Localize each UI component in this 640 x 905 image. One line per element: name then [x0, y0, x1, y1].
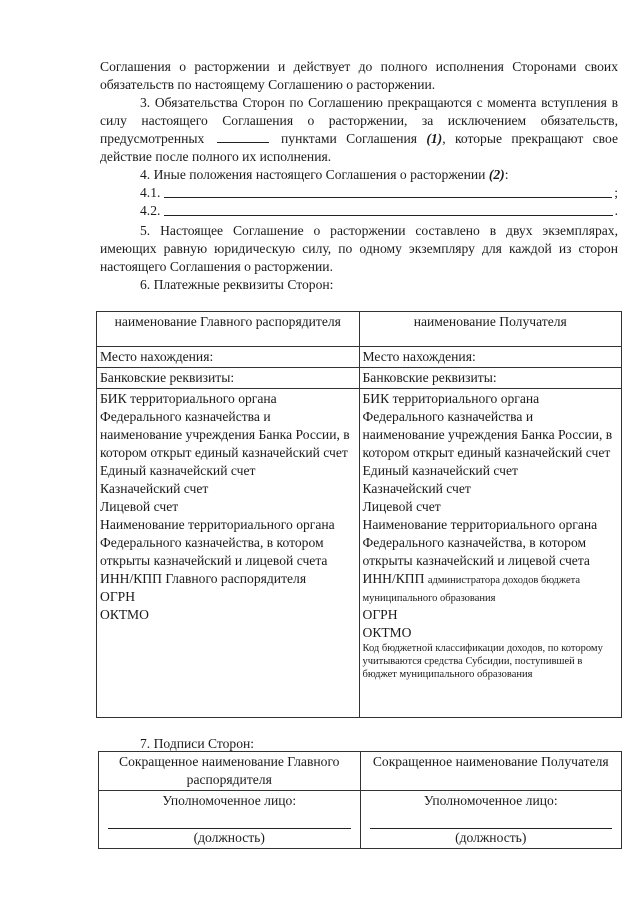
left-bank-label: Банковские реквизиты: — [97, 368, 360, 389]
right-ks: Казначейский счет — [362, 481, 471, 496]
paragraph-5: 5. Настоящее Соглашение о расторжении составлено в двух экземплярах, имеющих равную юридическую силу, по одному экземпляру для каждой из сторон настоящего Соглашения о расторжении. — [100, 223, 618, 274]
fill-line — [164, 196, 612, 198]
left-ekc: Единый казначейский счет — [100, 463, 256, 478]
sig-left-cell — [99, 791, 361, 849]
paragraph-3-text-a: 3. Обязательства Сторон по Соглашению прекращаются с момента вступления в силу настоящего Соглашения о расторжении, за исключением обязательств, предусмотренных — [100, 95, 618, 146]
left-bank-details — [97, 389, 360, 718]
footnote-ref-2: (2) — [488, 167, 505, 182]
left-ogrn: ОГРН — [100, 589, 136, 604]
right-kbk: Код бюджетной классификации доходов, по которому учитываются средства Субсидии, поступившей в бюджет муниципального образования — [362, 643, 603, 680]
item-4-2-end: . — [614, 203, 618, 218]
paragraph-3 — [100, 94, 618, 166]
sig-right-position: (должность) — [455, 830, 527, 845]
left-bik: БИК территориального органа Федерального казначейства и наименование учреждения Банка России, в котором открыт единый казначейский счет — [100, 391, 350, 460]
left-oktmo: ОКТМО — [100, 607, 149, 622]
item-4-1-label: 4.1. — [140, 185, 161, 200]
paragraph-6: 6. Платежные реквизиты Сторон: — [140, 277, 334, 292]
right-oktmo: ОКТМО — [362, 625, 412, 640]
sig-left-authorized: Уполномоченное лицо: — [162, 793, 297, 808]
right-ogrn: ОГРН — [362, 607, 398, 622]
right-bik: БИК территориального органа Федерального казначейства и наименование учреждения Банка России, в котором открыт единый казначейский счет — [362, 391, 613, 460]
footnote-ref-1: (1) — [426, 131, 443, 146]
paragraph-3-text-b: пунктами Соглашения — [281, 131, 417, 146]
signature-line — [370, 814, 613, 829]
left-party-header: наименование Главного распорядителя — [97, 312, 360, 347]
sig-left-header: Сокращенное наименование Главного распорядителя — [99, 752, 361, 791]
item-4-2-label: 4.2. — [140, 203, 161, 218]
signature-line — [108, 814, 351, 829]
signatures-table — [98, 751, 622, 849]
fill-line — [164, 214, 612, 216]
right-party-header: наименование Получателя — [359, 312, 622, 347]
right-treasury-org: Наименование территориального органа Федерального казначейства, в котором открыты казначейский и лицевой счета — [362, 517, 598, 568]
paragraph-continuation: Соглашения о расторжении и действует до полного исполнения Сторонами своих обязательств по настоящему Соглашению о расторжении. — [100, 59, 618, 92]
left-inn: ИНН/КПП Главного распорядителя — [100, 571, 307, 586]
blank-line — [217, 130, 269, 143]
right-inn-note: администратора доходов бюджета муниципального образования — [362, 575, 581, 604]
left-ls: Лицевой счет — [100, 499, 179, 514]
left-treasury-org: Наименование территориального органа Федерального казначейства, в котором открыты казначейский и лицевой счета — [100, 517, 335, 568]
sig-right-cell — [360, 791, 622, 849]
item-4-2 — [140, 202, 618, 220]
right-bank-details — [359, 389, 622, 718]
item-4-1 — [140, 184, 618, 202]
sig-left-position: (должность) — [193, 830, 265, 845]
right-bank-label: Банковские реквизиты: — [359, 368, 622, 389]
left-location: Место нахождения: — [97, 347, 360, 368]
right-ls: Лицевой счет — [362, 499, 441, 514]
sig-right-authorized: Уполномоченное лицо: — [423, 793, 558, 808]
right-inn-main: ИНН/КПП — [362, 571, 425, 586]
requisites-table — [96, 311, 622, 718]
right-ekc: Единый казначейский счет — [362, 463, 518, 478]
item-4-1-end: ; — [614, 185, 618, 200]
paragraph-4-text: 4. Иные положения настоящего Соглашения о расторжении — [140, 167, 486, 182]
left-ks: Казначейский счет — [100, 481, 209, 496]
paragraph-4 — [100, 166, 618, 184]
paragraph-4-colon: : — [504, 167, 509, 182]
paragraph-7: 7. Подписи Сторон: — [140, 736, 255, 751]
sig-right-header: Сокращенное наименование Получателя — [360, 752, 622, 791]
right-inn — [363, 570, 619, 606]
right-location: Место нахождения: — [359, 347, 622, 368]
paragraph-3-text-c: , которые прекращают свое действие после полного их исполнения. — [100, 131, 618, 164]
